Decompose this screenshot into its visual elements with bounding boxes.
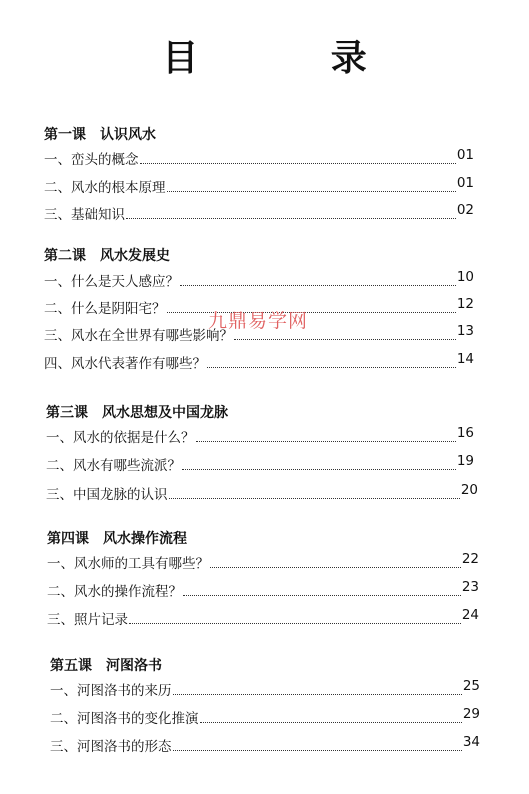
dot-leader (140, 163, 456, 164)
dot-leader (173, 750, 462, 751)
toc-entry-label: 二、风水的根本原理 (44, 180, 166, 196)
dot-leader (129, 623, 461, 624)
toc-entry-label: 一、河图洛书的来历 (50, 683, 172, 699)
toc-entry-page: 14 (456, 351, 474, 367)
toc-entry-label: 二、风水的操作流程？ (47, 584, 182, 600)
toc-entry-page: 23 (461, 579, 479, 595)
toc-entry-page: 25 (462, 678, 480, 694)
toc-entry[interactable] (44, 148, 474, 168)
toc-entry-page: 20 (460, 482, 478, 498)
toc-entry[interactable] (46, 454, 474, 474)
lesson-heading-4: 第四课 风水操作流程 (47, 531, 187, 547)
toc-entry-page: 13 (456, 323, 474, 339)
toc-entry-page: 01 (456, 175, 474, 191)
toc-entry-page: 22 (461, 551, 479, 567)
toc-entry-page: 19 (456, 453, 474, 469)
toc-entry-label: 二、风水有哪些流派？ (46, 458, 181, 474)
toc-entry-label: 一、什么是天人感应？ (44, 274, 179, 290)
toc-entry-page: 10 (456, 269, 474, 285)
dot-leader (167, 191, 456, 192)
dot-leader (182, 469, 456, 470)
toc-entry-label: 三、中国龙脉的认识 (46, 487, 168, 503)
toc-entry[interactable] (50, 707, 480, 727)
dot-leader (126, 218, 456, 219)
dot-leader (173, 694, 462, 695)
lesson-heading-1: 第一课 认识风水 (44, 127, 156, 143)
lesson-heading-5: 第五课 河图洛书 (50, 658, 162, 674)
toc-entry-page: 34 (462, 734, 480, 750)
dot-leader (207, 367, 456, 368)
dot-leader (196, 441, 456, 442)
lesson-heading-3: 第三课 风水思想及中国龙脉 (46, 405, 228, 421)
toc-entry-label: 一、风水师的工具有哪些？ (47, 556, 209, 572)
dot-leader (183, 595, 461, 596)
toc-entry[interactable] (47, 608, 479, 628)
toc-entry[interactable] (47, 552, 479, 572)
toc-entry[interactable] (50, 735, 480, 755)
dot-leader (210, 567, 461, 568)
toc-entry-label: 三、照片记录 (47, 612, 128, 628)
toc-entry-page: 01 (456, 147, 474, 163)
toc-entry-label: 三、风水在全世界有哪些影响？ (44, 328, 233, 344)
toc-entry[interactable] (50, 679, 480, 699)
toc-entry-label: 二、什么是阴阳宅？ (44, 301, 166, 317)
toc-entry[interactable] (46, 426, 474, 446)
toc-entry-label: 三、河图洛书的形态 (50, 739, 172, 755)
toc-entry-page: 02 (456, 202, 474, 218)
toc-entry-page: 24 (461, 607, 479, 623)
dot-leader (234, 339, 456, 340)
toc-entry-label: 一、风水的依据是什么？ (46, 430, 195, 446)
toc-entry-label: 二、河图洛书的变化推演 (50, 711, 199, 727)
toc-entry[interactable] (44, 176, 474, 196)
watermark-text: 九鼎易学网 (208, 310, 309, 332)
toc-entry-page: 12 (456, 296, 474, 312)
toc-entry[interactable] (47, 580, 479, 600)
toc-entry[interactable] (44, 203, 474, 223)
toc-entry-label: 三、基础知识 (44, 207, 125, 223)
dot-leader (180, 285, 456, 286)
lesson-heading-2: 第二课 风水发展史 (44, 248, 170, 264)
toc-entry[interactable] (44, 352, 474, 372)
dot-leader (169, 498, 460, 499)
toc-entry-label: 四、风水代表著作有哪些？ (44, 356, 206, 372)
toc-entry[interactable] (44, 270, 474, 290)
toc-entry-label: 一、峦头的概念 (44, 152, 139, 168)
page-title: 目 录 (162, 38, 427, 79)
toc-entry-page: 16 (456, 425, 474, 441)
dot-leader (200, 722, 462, 723)
toc-entry[interactable] (46, 483, 478, 503)
toc-entry-page: 29 (462, 706, 480, 722)
